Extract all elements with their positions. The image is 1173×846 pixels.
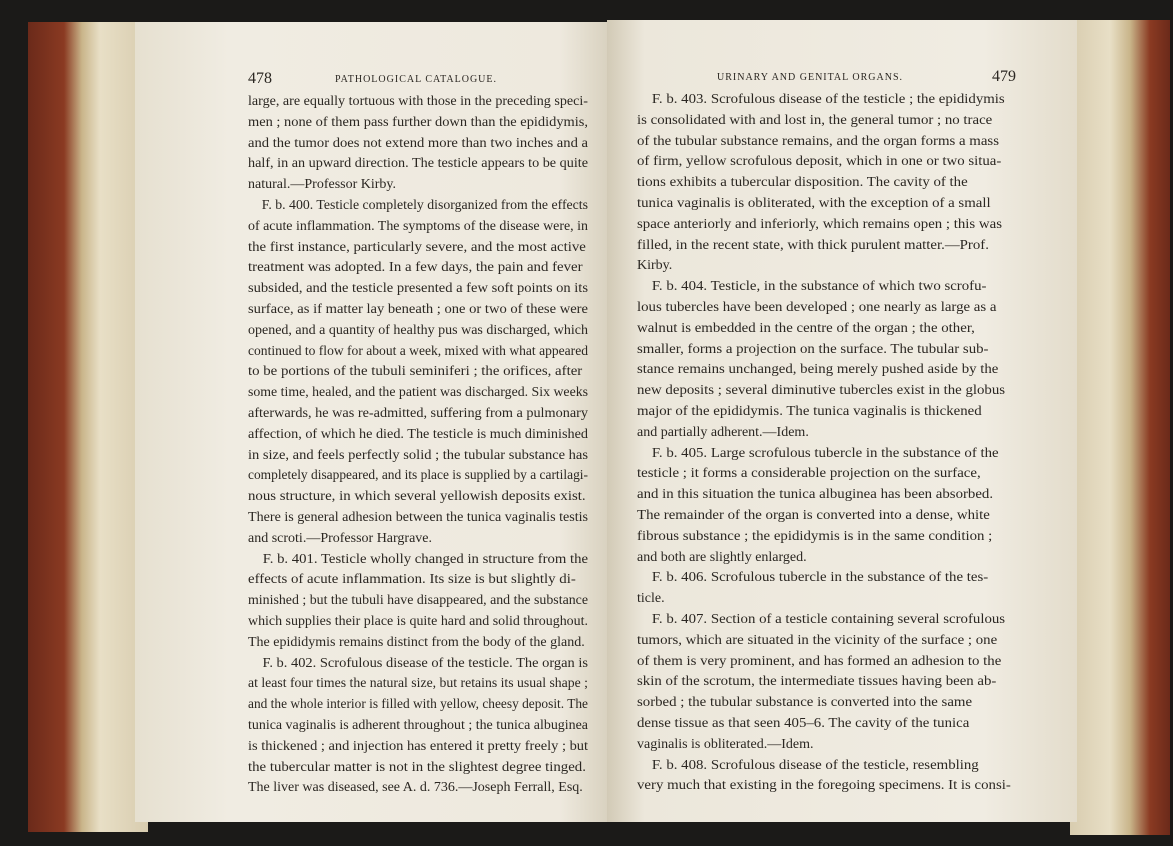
text-line: F. b. 405. Large scrofulous tubercle in the substance of the: [651, 445, 999, 461]
text-line: F. b. 406. Scrofulous tubercle in the substance of the tes-: [651, 570, 989, 586]
text-line: and both are slightly enlarged.: [637, 549, 807, 565]
body-text: [637, 90, 1029, 797]
text-line: afterwards, he was re-admitted, suffering from a pulmonary: [248, 405, 588, 421]
text-line: F. b. 408. Scrofulous disease of the testicle, resembling: [651, 757, 979, 773]
text-line: very much that existing in the foregoing specimens. It is consi-: [637, 778, 1011, 794]
text-line: tunica vaginalis is obliterated, with the exception of a small: [637, 195, 991, 211]
text-line: half, in an upward direction. The testicle appears to be quite: [248, 156, 588, 172]
text-line: natural.—Professor Kirby.: [248, 177, 397, 193]
text-line: F. b. 404. Testicle, in the substance of which two scrofu-: [651, 279, 987, 295]
book-edge-right: [1070, 20, 1170, 835]
body-text: [248, 92, 588, 799]
text-line: lous tubercles have been developed ; one nearly as large as a: [637, 299, 997, 315]
text-line: Kirby.: [637, 258, 673, 274]
page-number: 479: [992, 68, 1016, 85]
text-line: of firm, yellow scrofulous deposit, which in one or two situa-: [637, 154, 1002, 170]
text-line: new deposits ; several diminutive tubercles exist in the globus: [637, 383, 1006, 399]
text-line: completely disappeared, and its place is supplied by a cartilagi-: [248, 468, 588, 484]
text-line: in size, and feels perfectly solid ; the tubular substance has: [248, 447, 588, 463]
text-line: the tubercular matter is not in the slightest degree tinged.: [248, 759, 586, 775]
text-line: F. b. 401. Testicle wholly changed in structure from the: [262, 551, 588, 567]
text-line: is thickened ; and injection has entered it pretty freely ; but: [248, 738, 588, 754]
text-line: testicle ; it forms a considerable projection on the surface,: [637, 466, 981, 482]
text-line: some time, healed, and the patient was discharged. Six weeks: [248, 385, 588, 401]
text-line: subsided, and the testicle presented a few soft points on its: [248, 281, 588, 297]
text-line: minished ; but the tubuli have disappeared, and the substance: [248, 593, 588, 609]
text-line: men ; none of them pass further down than the epididymis,: [248, 114, 588, 130]
text-line: to be portions of the tubuli seminiferi ; the orifices, after: [248, 364, 583, 380]
text-line: and the whole interior is filled with yellow, cheesy deposit. The: [248, 697, 588, 713]
right-page: [607, 20, 1077, 822]
text-line: treatment was adopted. In a few days, the pain and fever: [248, 260, 583, 276]
text-line: and scroti.—Professor Hargrave.: [248, 530, 433, 546]
text-line: The epididymis remains distinct from the body of the gland.: [248, 634, 585, 650]
text-line: sorbed ; the tubular substance is converted into the same: [637, 695, 973, 711]
text-line: The remainder of the organ is converted into a dense, white: [637, 507, 990, 523]
text-line: smaller, forms a projection on the surface. The tubular sub-: [637, 341, 989, 357]
text-line: is consolidated with and lost in, the general tumor ; no trace: [637, 112, 993, 128]
text-line: surface, as if matter lay beneath ; one or two of these were: [248, 301, 588, 317]
text-line: and in this situation the tunica albuginea has been absorbed.: [637, 487, 994, 503]
text-line: F. b. 400. Testicle completely disorganized from the effects: [261, 197, 588, 213]
text-line: of acute inflammation. The symptoms of the disease were, in: [248, 218, 588, 234]
text-line: effects of acute inflammation. Its size is but slightly di-: [248, 572, 576, 588]
page-number: 478: [248, 70, 272, 87]
text-line: fibrous substance ; the epididymis is in the same condition ;: [637, 528, 993, 544]
text-line: filled, in the recent state, with thick purulent matter.—Prof.: [637, 237, 989, 253]
text-line: tumors, which are situated in the vicinity of the surface ; one: [637, 632, 998, 648]
running-head: PATHOLOGICAL CATALOGUE.: [335, 74, 498, 85]
text-line: opened, and a quantity of healthy pus was discharged, which: [248, 322, 588, 338]
text-line: major of the epididymis. The tunica vaginalis is thickened: [637, 403, 982, 419]
text-line: vaginalis is obliterated.—Idem.: [637, 736, 814, 752]
text-line: space anteriorly and inferiorly, which remains open ; this was: [637, 216, 1002, 232]
text-line: skin of the scrotum, the intermediate tissues having been ab-: [637, 674, 997, 690]
text-line: large, are equally tortuous with those in the preceding speci-: [248, 94, 588, 109]
text-line: and partially adherent.—Idem.: [637, 424, 809, 440]
text-line: of them is very prominent, and has formed an adhesion to the: [637, 653, 1002, 669]
text-line: F. b. 407. Section of a testicle containing several scrofulous: [651, 611, 1006, 627]
left-page: [135, 22, 607, 822]
text-line: tions exhibits a tubercular disposition. The cavity of the: [637, 175, 968, 191]
text-line: F. b. 402. Scrofulous disease of the testicle. The organ is: [262, 655, 588, 671]
running-head: URINARY AND GENITAL ORGANS.: [717, 72, 904, 83]
text-line: The liver was diseased, see A. d. 736.—Joseph Ferrall, Esq.: [248, 780, 583, 796]
text-line: and the tumor does not extend more than two inches and a: [248, 135, 588, 151]
text-line: the first instance, particularly severe, and the most active: [248, 239, 586, 255]
text-line: affection, of which he died. The testicle is much diminished: [248, 426, 588, 442]
text-line: F. b. 403. Scrofulous disease of the testicle ; the epididymis: [651, 92, 1005, 107]
text-line: dense tissue as that seen 405–6. The cavity of the tunica: [637, 715, 970, 731]
text-line: which supplies their place is quite hard and solid throughout.: [248, 613, 588, 629]
text-line: continued to flow for about a week, mixed with what appeared: [248, 343, 588, 359]
book-edge-left: [28, 22, 148, 832]
text-line: ticle.: [637, 591, 665, 607]
text-line: tunica vaginalis is adherent throughout ; the tunica albuginea: [248, 717, 588, 733]
text-line: There is general adhesion between the tunica vaginalis testis: [248, 509, 588, 525]
text-line: at least four times the natural size, but retains its usual shape ;: [248, 676, 588, 692]
text-line: walnut is embedded in the centre of the organ ; the other,: [637, 320, 975, 336]
text-line: nous structure, in which several yellowish deposits exist.: [248, 489, 586, 505]
text-line: of the tubular substance remains, and the organ forms a mass: [637, 133, 999, 149]
text-line: stance remains unchanged, being merely pushed aside by the: [637, 362, 999, 378]
